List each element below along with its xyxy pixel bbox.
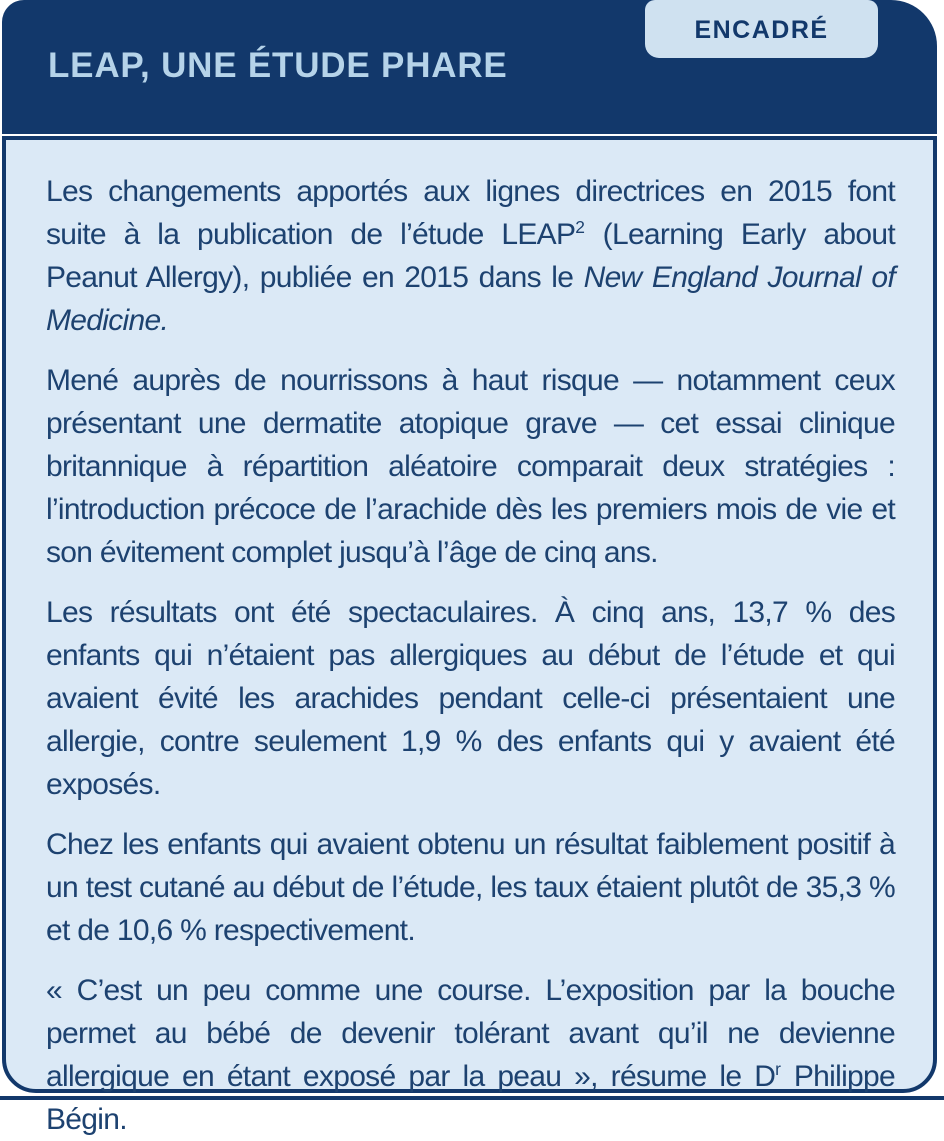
superscript-footnote: 2	[575, 217, 585, 237]
paragraph-study-design	[46, 359, 895, 574]
paragraph-text: Chez les enfants qui avaient obtenu un résultat faiblement positif à un test cutané au début de l’étude, les taux étaient plutôt de 35,3 % et de 10,6 % respectivement.	[46, 828, 895, 947]
paragraph-text: Mené auprès de nourrissons à haut risque — notamment ceux présentant une dermatite atopique grave — cet essai clinique britannique à répartition aléatoire comparait deux stratégies : l’introduction précoce de l’arachide dès les premiers mois de vie et son évitement complet jusqu’à l’âge de cinq ans.	[46, 364, 895, 569]
journal-name-italic: New England Journal of Medicine.	[46, 261, 895, 337]
page-title: LEAP, UNE ÉTUDE PHARE	[48, 46, 508, 85]
content-panel	[2, 136, 937, 1136]
bottom-divider-bar	[0, 1096, 944, 1100]
paragraph-text: (Learning Early about Peanut Allergy), publiée en 2015 dans le	[46, 218, 895, 294]
paragraph-text: Philippe Bégin.	[46, 1060, 895, 1136]
paragraph-quote-begin	[46, 969, 895, 1141]
superscript-doctor-r: r	[775, 1059, 781, 1079]
paragraph-leap-publication	[46, 170, 895, 342]
badge-label: ENCADRÉ	[694, 15, 829, 44]
encadre-badge	[645, 0, 878, 58]
paragraph-text: Les résultats ont été spectaculaires. À cinq ans, 13,7 % des enfants qui n’étaient pas allergiques au début de l’étude et qui avaient évité les arachides pendant celle-ci présentaient une allergie, contre seulement 1,9 % des enfants qui y avaient été exposés.	[46, 596, 895, 801]
paragraph-skin-test-rates	[46, 823, 895, 952]
paragraph-results	[46, 591, 895, 806]
paragraph-text: « C’est un peu comme une course. L’exposition par la bouche permet au bébé de devenir tolérant avant qu’il ne devienne allergique en étant exposé par la peau », résume le D	[46, 974, 895, 1093]
paragraph-text: Les changements apportés aux lignes directrices en 2015 font suite à la publication de l’étude LEAP	[46, 175, 895, 251]
